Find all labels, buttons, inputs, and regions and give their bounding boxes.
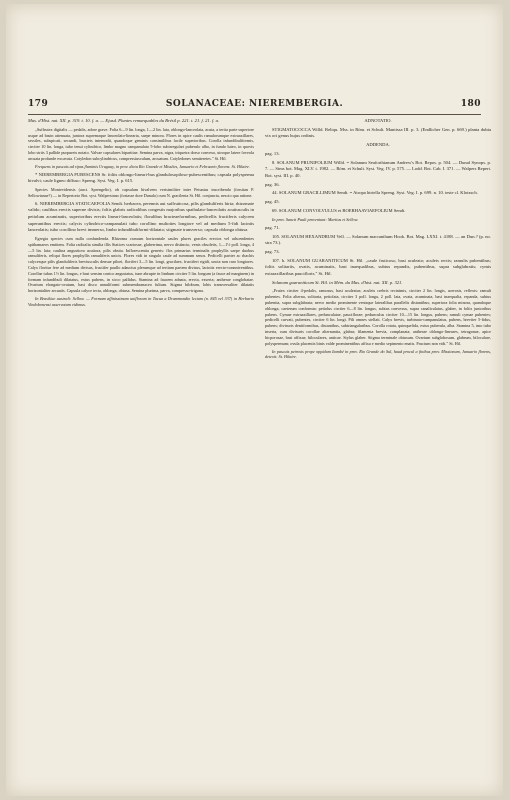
page-header xyxy=(28,99,481,113)
header-rule xyxy=(28,114,481,115)
right-paragraph: pag. 71. xyxy=(265,224,280,230)
right-paragraph: 105. SOLANUM HEXANDRUM Vell. — Solanum macranthum Hook. Bot. Mag. LXXI. t. 4188. — an Dun.? (p. no. stra 73.). xyxy=(265,233,491,246)
left-paragraph: Mus. d'Hist. nat. XII. p. 319. t. 10. f. a. — Ejusd. Plantes remarquables du Brésil p. 221. t. 21. f. 21. f. a. xyxy=(28,118,220,123)
left-paragraph: Egregia species cum nulla confundenda. Rhizoma crassum horizontale caules plures graciles erectos vel adscendentes spithamaeos emittens. Folia radicalia similia illis Statices scariosae, glaberrima, nervo distincto, venis obsoletis, 1—1½ poll. longa, 4—5 lin. lata; caulina angustiora acutiora, pilis obsita. Inflorescentia generis: flos primarius terminalis prophyllis saepe duobus ramuliferis, reliqui flores prophyllis ramuliferis unicis. Flores vidi in singulo caule ad summum senos. Pedicelli pariter ac rhachis calycesque pilis glanduliferis breviusculis densae piloei, floriferi 3—5 lin. longi, gracilaes; fructiferi rigidi, uncia non raro longiores. Calyx floritur fere ad medium divisus, fructifer paullo adauctus plerumque ad tertiam partem divisus, laciniis erecto-connniventibus. Corollae tubus 1½ lin. longus, e basi sensim conico angustatus, tune abrupte in limbum circiter 5 lin. longum (a fauce ad marginem) in formam infundibuli dilatatus, extus pubens, in sicco pallidus. Stamina ad faucem adnata, erecta, exserta; antherae conglobatae. Ovarium elongato-ovatum, basi disco annuliformi submembranaceo fultum. Stigma bilobum, lobis transversaliter dilatatis horizontaliter arcuatis. Capsula calyce tecta, oblonga, obtusa. Semina plurima, parva, compresso-trigona. xyxy=(28,236,254,294)
left-paragraph: „Suffrutex digitalis — pedalis, adore grave. Folia 6—9 lin. longa, 1—2 lin. lata, oblongo-lanceolata, acuta, a tertia parte superiore usque ad basin attenuata, juniora supremaque lanceolato-linearia, saepe minora. Flores in apice caulis ramulorumque extraaxillares, sessiles, subspicati, secundi, bracteis internodii, quandoque geminis consimilibus facile superioribus. Corolla infundibuliformis, circiter 10 lin. longa, tubo tenui cylindrico, limbo magno campanulato 5-lobo subirregulari puberulo albo, in fundo luteo, in quovis lobo striis 3 pallide purpureis notato. Valvae capsulares bipartitae. Semina parva, nigra, triquetra dorso convexo, utroque latere foveola arcuata profunde excavata. Cotyledon subcylindricus, compressiusculum, arcuatum. Cotyledones semiteretes." St. Hil. xyxy=(28,126,254,161)
right-paragraph: pag. 13. xyxy=(265,150,280,156)
right-paragraph: pag. 36. xyxy=(265,181,280,187)
right-paragraph: „Frutex circiter 4-pedalis, ramosus, basi aculeatus; aculeis crebris recinimis, circiter 2 lin. longis, acerosis, reflexis: ramuli pubentes. Folia alterna, solitaria, petiolata, circiter 3 poll. longa, 2 poll. lata, ovata, acuminata, basi inaequalia, repanda, subtus pubentia, supra subglabrata; nervo medio prominente venisque lateralibus parallelis distantibus; superiora folia minora, quandoque oblonga, caeterum conformia: petiolus circiter 6—8 lin. longus, subtus convexus, supra canaliculatus, glaber, in foliis junioribus pubens. Cymae extraaxillares, pedunculatae, pauciflorae; pedunculus circiter 10—15 lin. longus, pubens; ramuli cymae pubentes; pedicelli curvati, pubentes, circiter 6 lin. longi. Pili omnes stellati. Calyx brevis, turbinato-campanulatus, pubens, breviter 5-fidus, pubens; divisuris dentiformibus, distantibus, subtriangularibus. Corolla rotata, quinquefida, extus puberula, alba. Stamina 5, imo tubo inserta, cum divisuris corollae alternantia, glabra; filamenta brevia, complanata; antherae oblongo-lineares, tetragonae, apice bicporosae, basi affixae, biloculares, anticae. Stylus glaber. Stigma terminale obtusum. Ovarium subglobosum, glabrum, biloculare, polyspermum; ovula placentis binis valde prominentibus affixa e medio sepimento enatis. Fructum non vidi." St. Hil. xyxy=(265,288,491,346)
right-paragraph: 69. SOLANUM CONVOLVULUS et BOERHAAVIAEFOLIUM Sendt. xyxy=(272,208,406,214)
left-paragraph: 6. NIEREMBERGIA STATICAEFOLIA Sendt. herbacea, perennis aut suffruticosa, pilis glanduliferis hirta; rhizomate valido; caulibus erectis superne divisis; foliis glabris radicalibus congestis majoribus spathulato-lanceolatis acutiusculis in petiolum acuminatis, superioribus erectis lineari-lanceolatis; floralibus bracteaeformibus, pedicellis fructiferis calycem superantibus erectis; calycis cylindrico-campanulati tubo corollino multoties longiore vel ad medium 5-fidi laciniis lanceolatis; tubo corollino brevi immerso, limbo infundibuliformi-dilatato; stigmate transverso; capsula oblonga obtusa. xyxy=(28,200,254,233)
page-number-right: 180 xyxy=(460,99,481,109)
right-paragraph: STIGMATOCOCCA Willd. Reliqu. Mss. in Röm. et Schult. Mantissa III. p. 3. (Endlicher Gen. p. 669.) planta dubia vix ori genus hujus ordinis. xyxy=(265,126,491,139)
right-paragraph: ADDENDA. xyxy=(366,142,390,148)
right-paragraph: Solanum guaraniticum St. Hil. in Mém. du Mus. d'hist. nat. XII. p. 321. xyxy=(272,279,403,285)
left-paragraph: In Brasiliae australi: Sellow. — Formam affinissimam unifloram in Tacua a Drummondio lectam (n. 845 vel 337) in Herbario Vindobonensi asservatam vidimus. xyxy=(28,296,254,307)
right-paragraph: In pascuis petrosis prope oppidum Itambé in prov. Rio Grande do Sul, haud procul a finibus prov. Missionum, Januario florens, detexit: St. Hilaire. xyxy=(265,348,491,360)
right-paragraph: In prov. Sancti Pauli proveniunt: Martius et Sellow. xyxy=(272,216,359,222)
right-paragraph: 107. b. SOLANUM GUARANITICUM St. Hil. „caule fruticoso, basi aculeato; aculeis rectis; ramulis pubentibus; foliis solitariis, ovatis, acuminatis, basi inaequalibus, subtus repandis, pubentibus, supra subglabratis; cymis extraaxillaribus paucifloris." St. Hil. xyxy=(265,257,491,276)
book-page xyxy=(6,4,503,796)
page-number-left: 179 xyxy=(28,99,49,109)
right-paragraph: 8. SOLANUM PRUNIFOLIUM Willd. = Solanum Seaforthianum Andrew's Bot. Repos. p. 504. — Dunal Synops. p. 7. — Sims bot. Mag. XLV. t. 1982. — Röm. et Schult. Syst. Veg. IV. p. 575. — Lodd. Bot. Cab. I. 371. — Walpers Repert. Bot. syst. III. p. 40. xyxy=(265,159,491,178)
left-paragraph: Species Montevidensis (auct. Sprengelio), ob capsulam bivalvem verisimiliter inter Petunias inscribenda (forsitan P. Sellowianae?) — in Repertorio Bot. syst. Walpersiano (fortasse dore Dunalo) cum N. gracilenta St. Hil. conjuncta, nescio qua ratione. xyxy=(28,187,254,198)
left-column xyxy=(28,118,254,310)
right-paragraph: pag. 45. xyxy=(265,199,280,205)
right-paragraph: pag. 73. xyxy=(265,248,280,254)
left-paragraph: Frequens in pascuis ad ripas fluminis Uruguay, in prov. dicta Rio Grande et Missões, Januario et Februario florens: St. Hilaire. xyxy=(35,163,250,169)
right-paragraph: ADNOTATIO. xyxy=(364,118,392,123)
left-paragraph: * NIEREMBERGIA PUBESCENS Sr. foliis oblongo-lineari-bus glandulosopiloso-pubescentibus; capsula polysperma bivalvi; caule ligneo diffuso: Spreng. Syst. Veg. I. p. 615. xyxy=(28,171,254,184)
running-title: SOLANACEAE: NIEREMBERGIA. xyxy=(165,99,344,109)
right-paragraph: 44. SOLANUM GRACILLIMUM Sendt. = Atropa hirtella Spreng. Syst. Veg. I. p. 699. n. 10. teste cl. Klotzsch. xyxy=(272,190,478,196)
right-column xyxy=(265,118,491,362)
